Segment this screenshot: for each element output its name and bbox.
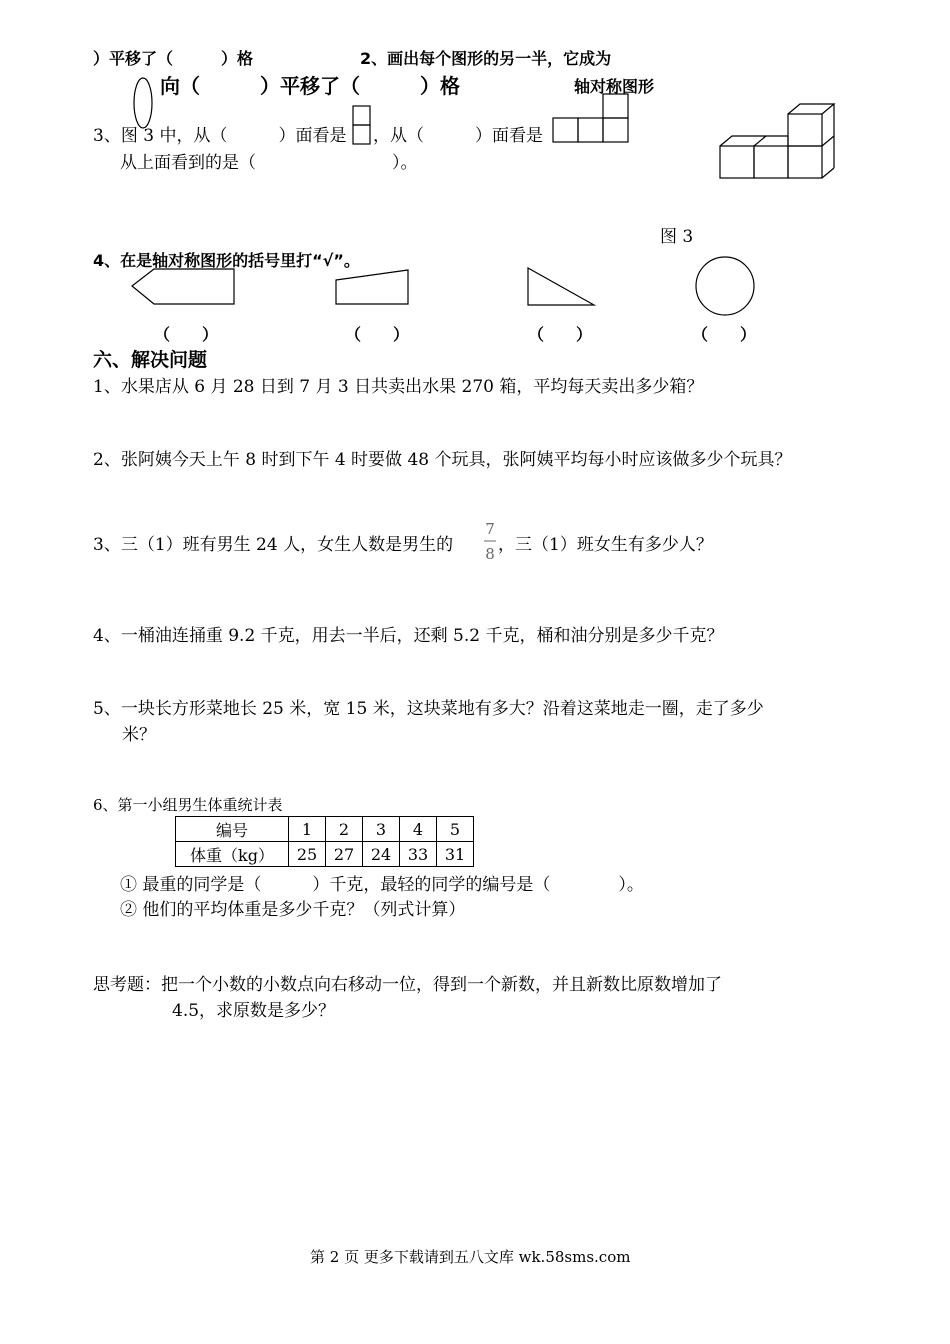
problem-1: 1、水果店从 6 月 28 日到 7 月 3 日共卖出水果 270 箱，平均每天卖出多少箱？ (93, 377, 704, 397)
thinking-line2: 4.5，求原数是多少？ (172, 1001, 336, 1021)
table-cell-id: 5 (437, 817, 474, 842)
weight-table (175, 816, 474, 867)
table-row (176, 842, 474, 867)
problem-5-line1: 5、一块长方形菜地长 25 米，宽 15 米，这块菜地有多大？沿着这菜地走一圈，走了多少 (93, 699, 764, 719)
view-l-shape-squares (551, 93, 631, 147)
q3-line1-b: ，从（ ）面看是 (373, 126, 543, 146)
table-cell-id: 3 (363, 817, 400, 842)
view-two-stacked-squares (352, 105, 372, 147)
section6-heading: 六、解决问题 (93, 349, 208, 371)
thinking-line1: 思考题：把一个小数的小数点向右移动一位，得到一个新数，并且新数比原数增加了 (93, 975, 722, 995)
problem-2: 2、张阿姨今天上午 8 时到下午 4 时要做 48 个玩具，张阿姨平均每小时应该做多少个玩具？ (93, 450, 792, 470)
table-header-label: 编号 (176, 817, 289, 842)
q4-bracket-4[interactable]: （ ） (692, 325, 757, 344)
fraction-numerator: 7 (485, 520, 495, 538)
problem-6-q1: ① 最重的同学是（ ）千克，最轻的同学的编号是（ ）。 (120, 875, 644, 895)
top-line2-right: 轴对称图形 (574, 77, 655, 96)
trapezoid-shape (332, 266, 412, 308)
table-row-label: 体重（kg） (176, 842, 289, 867)
q3-line2: 从上面看到的是（ ）。 (120, 153, 418, 173)
q4-title: 4、在是轴对称图形的括号里打“√”。 (93, 251, 360, 270)
circle-shape (692, 254, 758, 320)
top-line1-right: 2、画出每个图形的另一半，它成为 (360, 49, 612, 68)
problem-4: 4、一桶油连捅重 9.2 千克，用去一半后，还剩 5.2 千克，桶和油分别是多少千克？ (93, 626, 724, 646)
table-row (176, 817, 474, 842)
figure-3-caption: 图 3 (660, 227, 694, 247)
page-footer: 第 2 页 更多下载请到五八文库 wk.58sms.com (310, 1248, 631, 1266)
table-cell-weight: 27 (326, 842, 363, 867)
problem-5-line2: 米？ (122, 725, 156, 745)
table-cell-weight: 31 (437, 842, 474, 867)
q3-line1-a: 3、图 3 中，从（ ）面看是 (93, 126, 347, 146)
q4-bracket-2[interactable]: （ ） (345, 325, 410, 344)
fraction-denominator: 8 (485, 545, 495, 563)
table-cell-weight: 33 (400, 842, 437, 867)
table-cell-weight: 24 (363, 842, 400, 867)
fraction-bar (483, 540, 497, 542)
problem-3-b: ，三（1）班女生有多少人？ (498, 535, 713, 555)
top-line1-left: ）平移了（ ）格 (93, 49, 254, 68)
problem-6-title: 6、第一小组男生体重统计表 (93, 796, 283, 814)
right-triangle-shape (524, 264, 600, 310)
problem-6-q2: ② 他们的平均体重是多少千克？（列式计算） (120, 900, 466, 920)
problem-3-a: 3、三（1）班有男生 24 人，女生人数是男生的 (93, 535, 454, 555)
q4-bracket-3[interactable]: （ ） (528, 325, 593, 344)
table-cell-id: 2 (326, 817, 363, 842)
top-line2-left: 向（ ）平移了（ ）格 (160, 74, 460, 98)
cube-stack-figure (718, 100, 836, 182)
q4-bracket-1[interactable]: （ ） (154, 325, 219, 344)
pentagon-arrow-shape (130, 266, 238, 308)
table-cell-id: 1 (289, 817, 326, 842)
table-cell-weight: 25 (289, 842, 326, 867)
table-cell-id: 4 (400, 817, 437, 842)
